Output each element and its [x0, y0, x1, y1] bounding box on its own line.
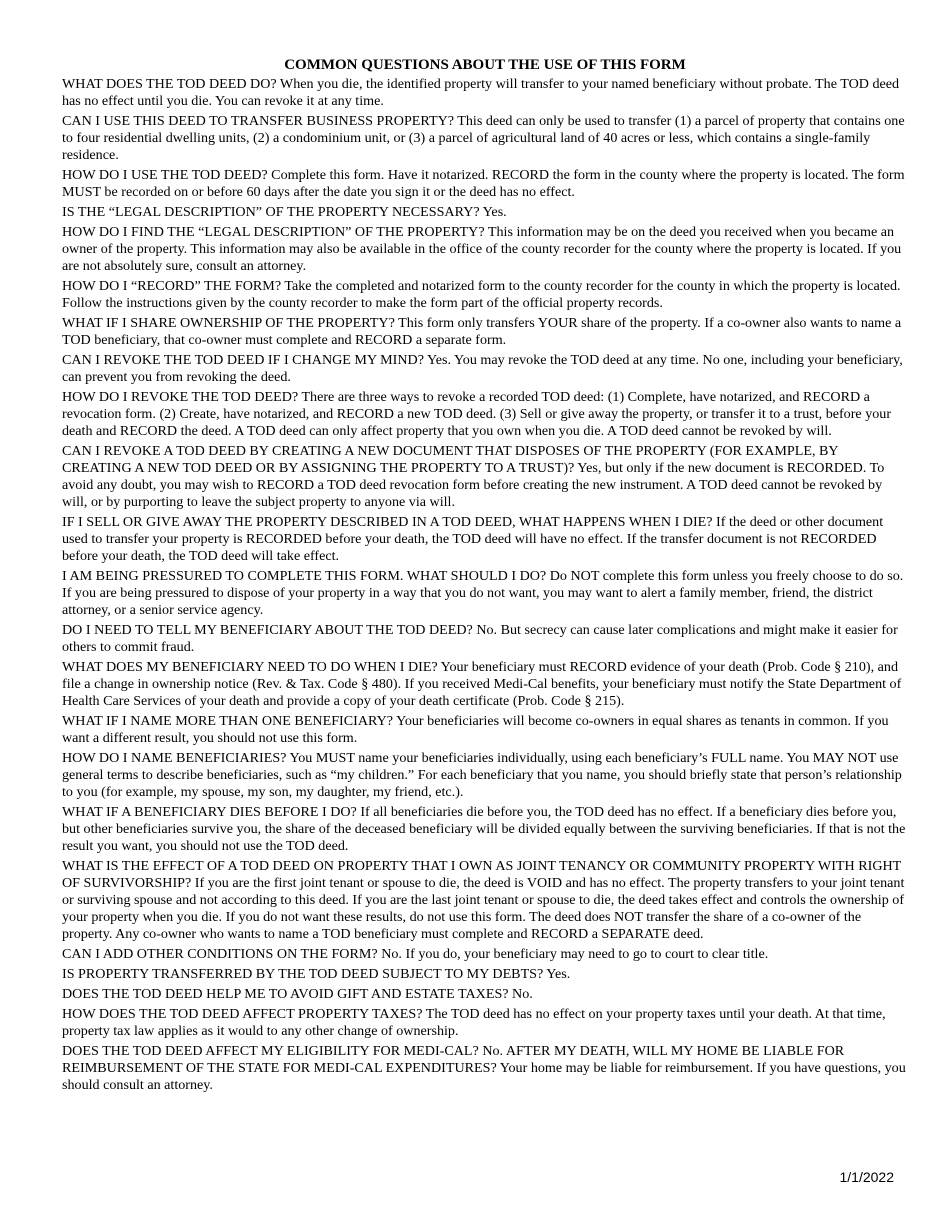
- qa-item: HOW DOES THE TOD DEED AFFECT PROPERTY TAXES? The TOD deed has no effect on your property taxes until your death. At that time, property tax law applies as it would to any other change of ownership.: [62, 1006, 886, 1039]
- qa-item: HOW DO I “RECORD” THE FORM? Take the completed and notarized form to the county recorder for the county in which the property is located. Follow the instructions given by the county recorder to make the form part of the official property records.: [62, 278, 901, 311]
- qa-item: DOES THE TOD DEED AFFECT MY ELIGIBILITY FOR MEDI-CAL? No. AFTER MY DEATH, WILL MY HOME BE LIABLE FOR REIMBURSEMENT OF THE STATE FOR MEDI-CAL EXPENDITURES? Your home may be liable for reimbursement. If you have questions, you should consult an attorney.: [62, 1043, 906, 1093]
- qa-item: WHAT DOES MY BENEFICIARY NEED TO DO WHEN I DIE? Your beneficiary must RECORD evidence of your death (Prob. Code § 210), and file a change in ownership notice (Rev. & Tax. Code § 480). If you received Medi-Cal benefits, your beneficiary must notify the State Department of Health Care Services of your death and provide a copy of your death certificate (Prob. Code § 215).: [62, 659, 902, 709]
- qa-item: CAN I ADD OTHER CONDITIONS ON THE FORM? No. If you do, your beneficiary may need to go to court to clear title.: [62, 946, 769, 962]
- qa-item: HOW DO I NAME BENEFICIARIES? You MUST name your beneficiaries individually, using each beneficiary’s FULL name. You MAY NOT use general terms to describe beneficiaries, such as “my children.” For each beneficiary that you name, you should briefly state that person’s relationship to you (for example, my spouse, my son, my daughter, my friend, etc.).: [62, 750, 902, 800]
- qa-item: IS PROPERTY TRANSFERRED BY THE TOD DEED SUBJECT TO MY DEBTS? Yes.: [62, 966, 571, 982]
- qa-item: I AM BEING PRESSURED TO COMPLETE THIS FORM. WHAT SHOULD I DO? Do NOT complete this form unless you freely choose to do so. If you are being pressured to dispose of your property in a way that you do not want, you may want to alert a family member, friend, the district attorney, or a senior service agency.: [62, 568, 904, 618]
- qa-item: DOES THE TOD DEED HELP ME TO AVOID GIFT AND ESTATE TAXES? No.: [62, 986, 533, 1002]
- qa-item: IS THE “LEGAL DESCRIPTION” OF THE PROPERTY NECESSARY? Yes.: [62, 204, 507, 220]
- qa-item: WHAT IF I SHARE OWNERSHIP OF THE PROPERTY? This form only transfers YOUR share of the property. If a co-owner also wants to name a TOD beneficiary, that co-owner must complete and RECORD a separate form.: [62, 315, 902, 348]
- qa-item: DO I NEED TO TELL MY BENEFICIARY ABOUT THE TOD DEED? No. But secrecy can cause later complications and might make it easier for others to commit fraud.: [62, 622, 898, 655]
- qa-item: HOW DO I USE THE TOD DEED? Complete this form. Have it notarized. RECORD the form in the county where the property is located. The form MUST be recorded on or before 60 days after the date you sign it or the deed has no effect.: [62, 167, 905, 200]
- qa-item: CAN I REVOKE THE TOD DEED IF I CHANGE MY MIND? Yes. You may revoke the TOD deed at any time. No one, including your beneficiary, can prevent you from revoking the deed.: [62, 352, 903, 385]
- qa-item: HOW DO I FIND THE “LEGAL DESCRIPTION” OF THE PROPERTY? This information may be on the deed you received when you became an owner of the property. This information may also be available in the office of the county recorder for the county where the property is located. If you are not absolutely sure, consult an attorney.: [62, 224, 902, 274]
- qa-item: CAN I USE THIS DEED TO TRANSFER BUSINESS PROPERTY? This deed can only be used to transfer (1) a parcel of property that contains one to four residential dwelling units, (2) a condominium unit, or (3) a parcel of agricultural land of 40 acres or less, which contains a single-family residence.: [62, 113, 905, 163]
- qa-item: HOW DO I REVOKE THE TOD DEED? There are three ways to revoke a recorded TOD deed: (1) Complete, have notarized, and RECORD a revocation form. (2) Create, have notarized, and RECORD a new TOD deed. (3) Sell or give away the property, or transfer it to a trust, before your death and RECORD the deed. A TOD deed can only affect property that you own when you die. A TOD deed cannot be revoked by will.: [62, 389, 892, 439]
- qa-item: CAN I REVOKE A TOD DEED BY CREATING A NEW DOCUMENT THAT DISPOSES OF THE PROPERTY (FOR EXAMPLE, BY CREATING A NEW TOD DEED OR BY ASSIGNING THE PROPERTY TO A TRUST)? Yes, but only if the new document is RECORDED. To avoid any doubt, you may wish to RECORD a TOD deed revocation form before creating the new instrument. A TOD deed cannot be revoked by will, or by purporting to leave the subject property to anyone via will.: [62, 443, 885, 510]
- qa-item: WHAT IF A BENEFICIARY DIES BEFORE I DO? If all beneficiaries die before you, the TOD deed has no effect. If a beneficiary dies before you, but other beneficiaries survive you, the share of the deceased beneficiary will be divided equally between the surviving beneficiaries. If that is not the result you want, you should not use the TOD deed.: [62, 804, 906, 854]
- qa-item: WHAT IS THE EFFECT OF A TOD DEED ON PROPERTY THAT I OWN AS JOINT TENANCY OR COMMUNITY PROPERTY WITH RIGHT OF SURVIVORSHIP? If you are the first joint tenant or spouse to die, the deed is VOID and has no effect. The property transfers to your joint tenant or surviving spouse and not according to this deed. If you are the last joint tenant or spouse to die, the deed takes effect and controls the ownership of your property when you die. If you do not want these results, do not use this form. The deed does NOT transfer the share of a co-owner of the property. Any co-owner who wants to name a TOD beneficiary must complete and RECORD a SEPARATE deed.: [62, 858, 905, 942]
- document-page: [62, 56, 908, 1097]
- footer-date: 1/1/2022: [839, 1169, 894, 1185]
- qa-item: WHAT IF I NAME MORE THAN ONE BENEFICIARY? Your beneficiaries will become co-owners in equal shares as tenants in common. If you want a different result, you should not use this form.: [62, 713, 889, 746]
- qa-item: IF I SELL OR GIVE AWAY THE PROPERTY DESCRIBED IN A TOD DEED, WHAT HAPPENS WHEN I DIE? If the deed or other document used to transfer your property is RECORDED before your death, the TOD deed will have no effect. If the transfer document is not RECORDED before your death, the TOD deed will take effect.: [62, 514, 884, 564]
- qa-item: WHAT DOES THE TOD DEED DO? When you die, the identified property will transfer to your named beneficiary without probate. The TOD deed has no effect until you die. You can revoke it at any time.: [62, 76, 900, 109]
- page-title: COMMON QUESTIONS ABOUT THE USE OF THIS FORM: [284, 57, 686, 73]
